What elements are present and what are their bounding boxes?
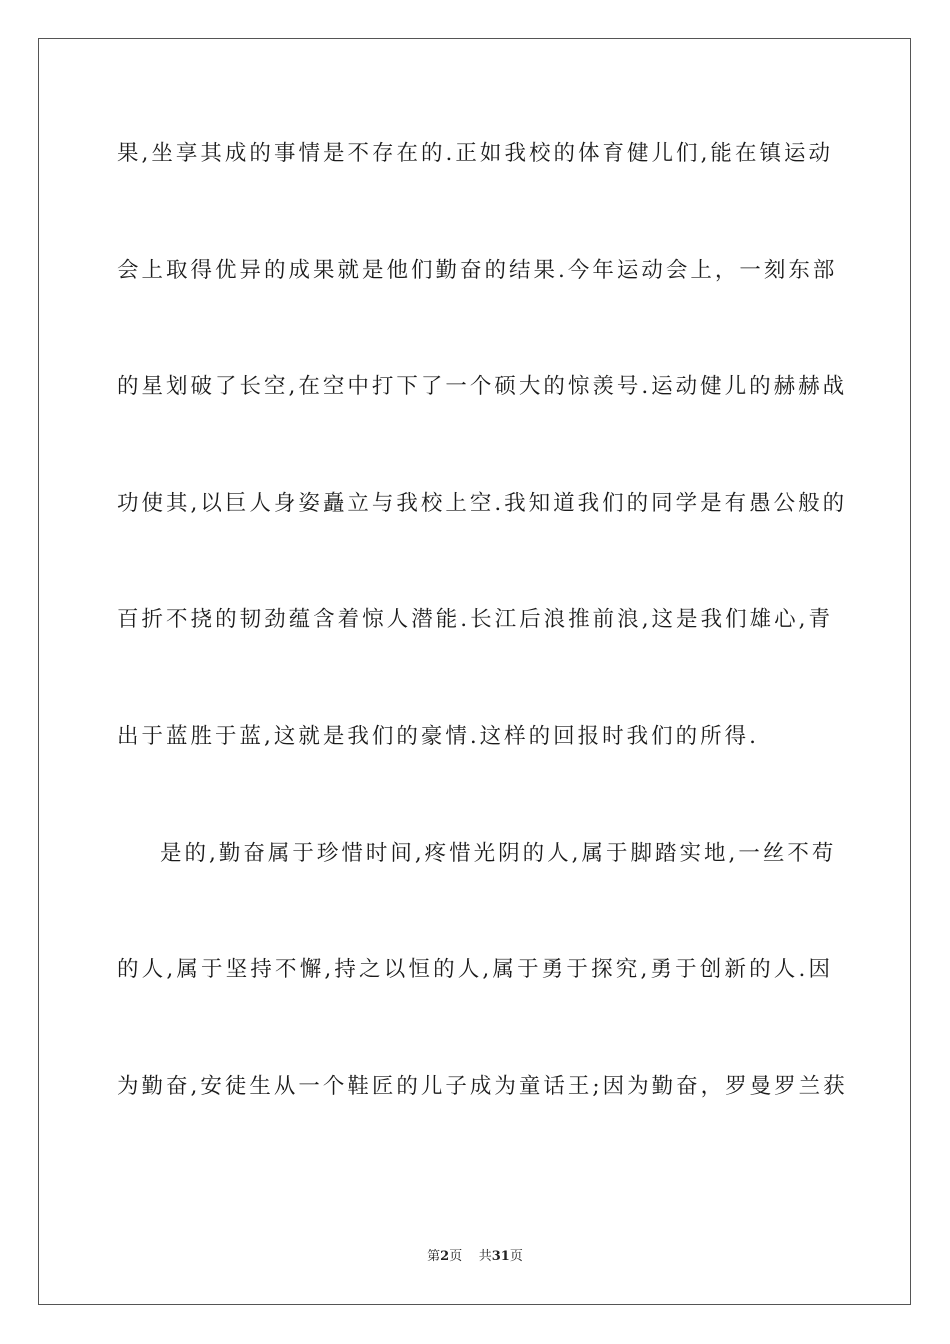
text-line: 果,坐享其成的事情是不存在的.正如我校的体育健儿们,能在镇运动: [117, 141, 833, 166]
page-label-prefix: 第: [427, 1249, 441, 1264]
text-line: 出于蓝胜于蓝,这就是我们的豪情.这样的回报时我们的所得.: [117, 724, 760, 749]
text-line: 的人,属于坚持不懈,持之以恒的人,属于勇于探究,勇于创新的人.因: [117, 957, 833, 982]
total-pages: 31: [491, 1249, 510, 1264]
total-label-prefix: 共: [478, 1249, 492, 1264]
total-label-suffix: 页: [509, 1249, 523, 1264]
text-line: 百折不挠的韧劲蕴含着惊人潜能.长江后浪推前浪,这是我们雄心,青: [117, 607, 833, 632]
paragraph-first-line: 是的,勤奋属于珍惜时间,疼惜光阴的人,属于脚踏实地,一丝不苟: [160, 841, 837, 866]
page-label-suffix: 页: [449, 1249, 463, 1264]
page-footer: [0, 1248, 950, 1266]
text-line: 会上取得优异的成果就是他们勤奋的结果.今年运动会上，一刻东部: [117, 258, 838, 283]
page-border: [38, 38, 911, 1305]
text-line: 功使其,以巨人身姿矗立与我校上空.我知道我们的同学是有愚公般的: [117, 491, 848, 516]
page-number: 2: [440, 1249, 450, 1264]
text-line: 的星划破了长空,在空中打下了一个硕大的惊羡号.运动健儿的赫赫战: [117, 374, 848, 399]
text-line: 为勤奋,安徒生从一个鞋匠的儿子成为童话王;因为勤奋，罗曼罗兰获: [117, 1074, 848, 1099]
